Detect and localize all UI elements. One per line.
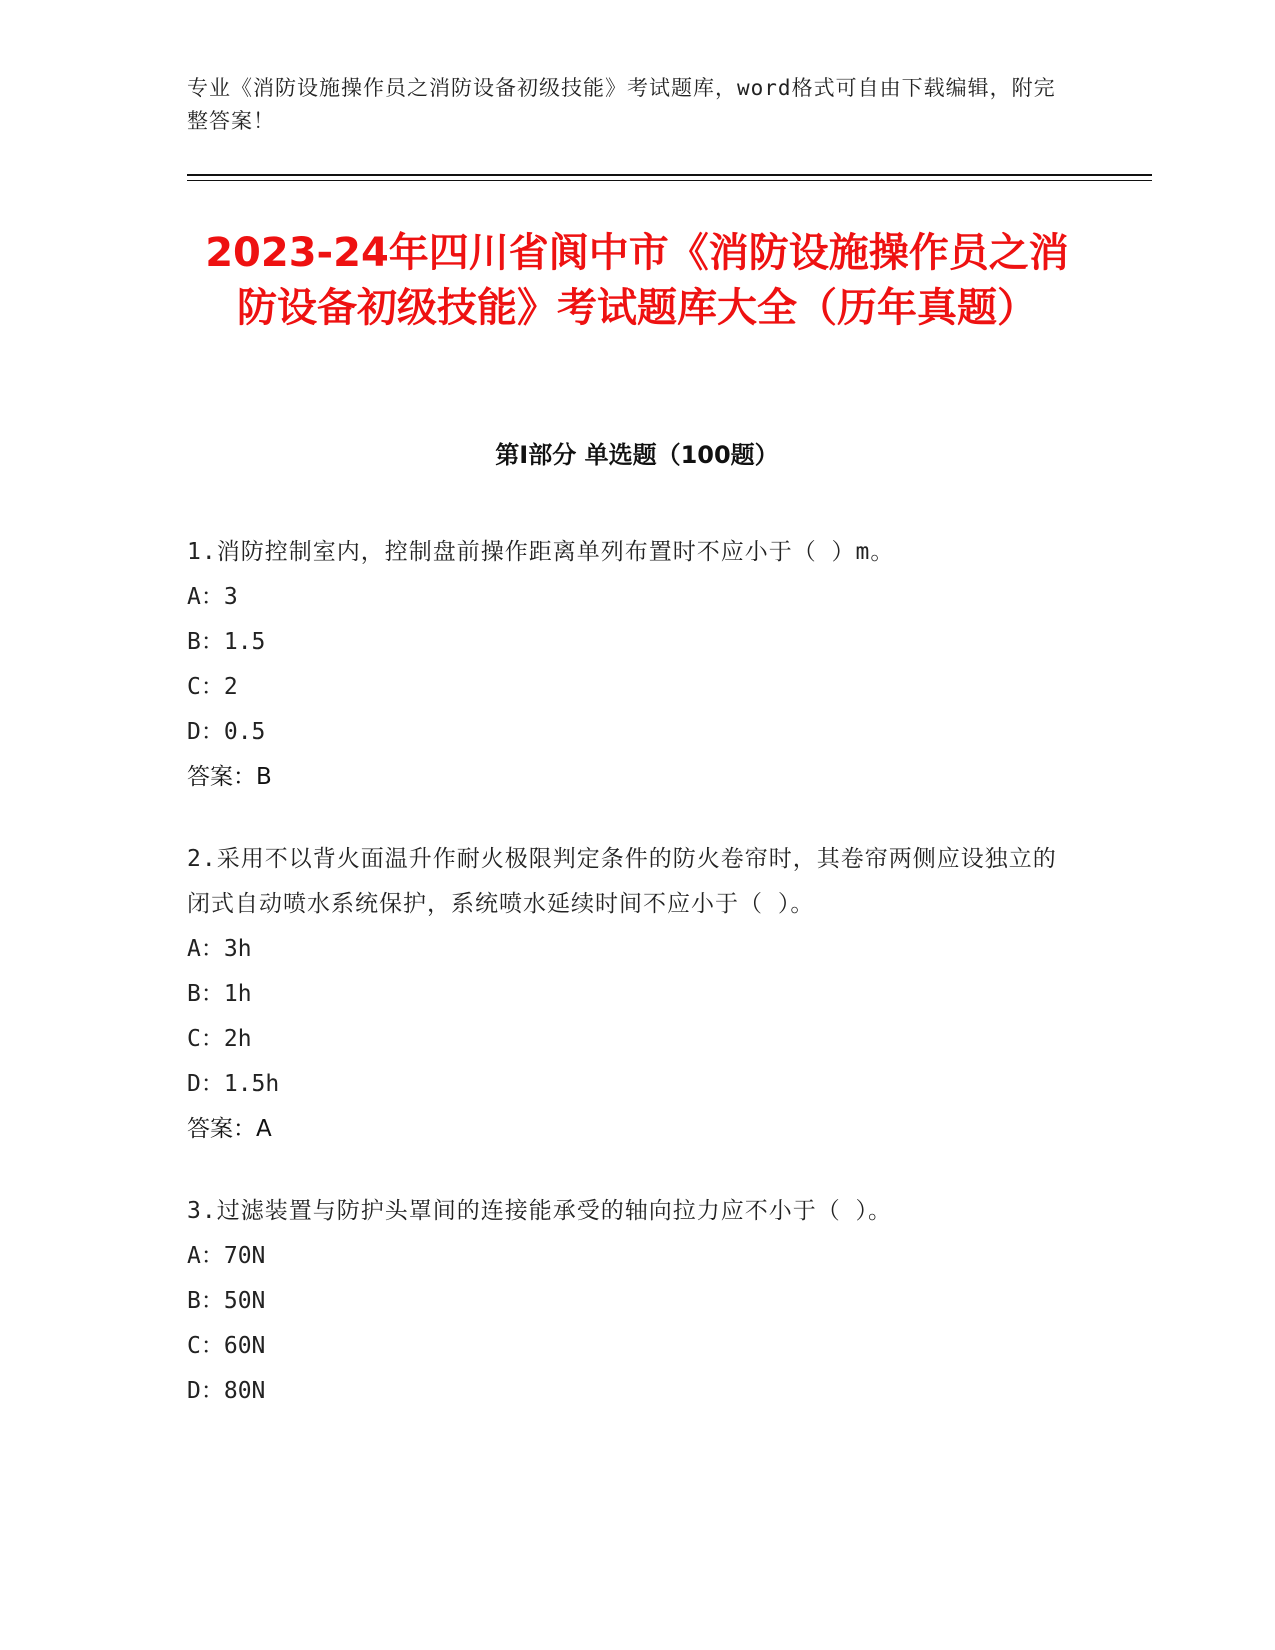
section-title: 第I部分 单选题（100题）	[495, 441, 779, 469]
option-b: B：50N	[187, 1288, 266, 1314]
option-a: A：70N	[187, 1243, 266, 1269]
option-b: B：1h	[187, 981, 252, 1007]
option-c: C：2	[187, 674, 238, 700]
question-stem: 3.过滤装置与防护头罩间的连接能承受的轴向拉力应不小于（ ）。	[187, 1198, 893, 1224]
question-stem: 2.采用不以背火面温升作耐火极限判定条件的防火卷帘时，其卷帘两侧应设独立的闭式自动喷水系统保护，系统喷水延续时间不应小于（ ）。	[187, 846, 1057, 917]
option-d: D：1.5h	[187, 1071, 280, 1097]
option-a: A：3	[187, 584, 238, 610]
option-d: D：0.5	[187, 719, 266, 745]
header-note: 专业《消防设施操作员之消防设备初级技能》考试题库，word格式可自由下载编辑，附完整答案！	[187, 76, 1056, 133]
question-list	[187, 530, 1067, 1451]
answer-line: 答案：B	[187, 764, 272, 790]
question-1	[187, 530, 1067, 800]
question-2	[187, 837, 1067, 1152]
option-a: A：3h	[187, 936, 252, 962]
option-b: B：1.5	[187, 629, 266, 655]
header-rule-thin	[187, 180, 1152, 181]
question-3	[187, 1189, 1067, 1414]
answer-line: 答案：A	[187, 1116, 272, 1142]
document-title: 2023-24年四川省阆中市《消防设施操作员之消防设备初级技能》考试题库大全（历年真题）	[205, 230, 1069, 331]
question-stem: 1.消防控制室内，控制盘前操作距离单列布置时不应小于（ ）m。	[187, 539, 895, 565]
option-c: C：2h	[187, 1026, 252, 1052]
header-rule-thick	[187, 174, 1152, 176]
option-c: C：60N	[187, 1333, 266, 1359]
option-d: D：80N	[187, 1378, 266, 1404]
